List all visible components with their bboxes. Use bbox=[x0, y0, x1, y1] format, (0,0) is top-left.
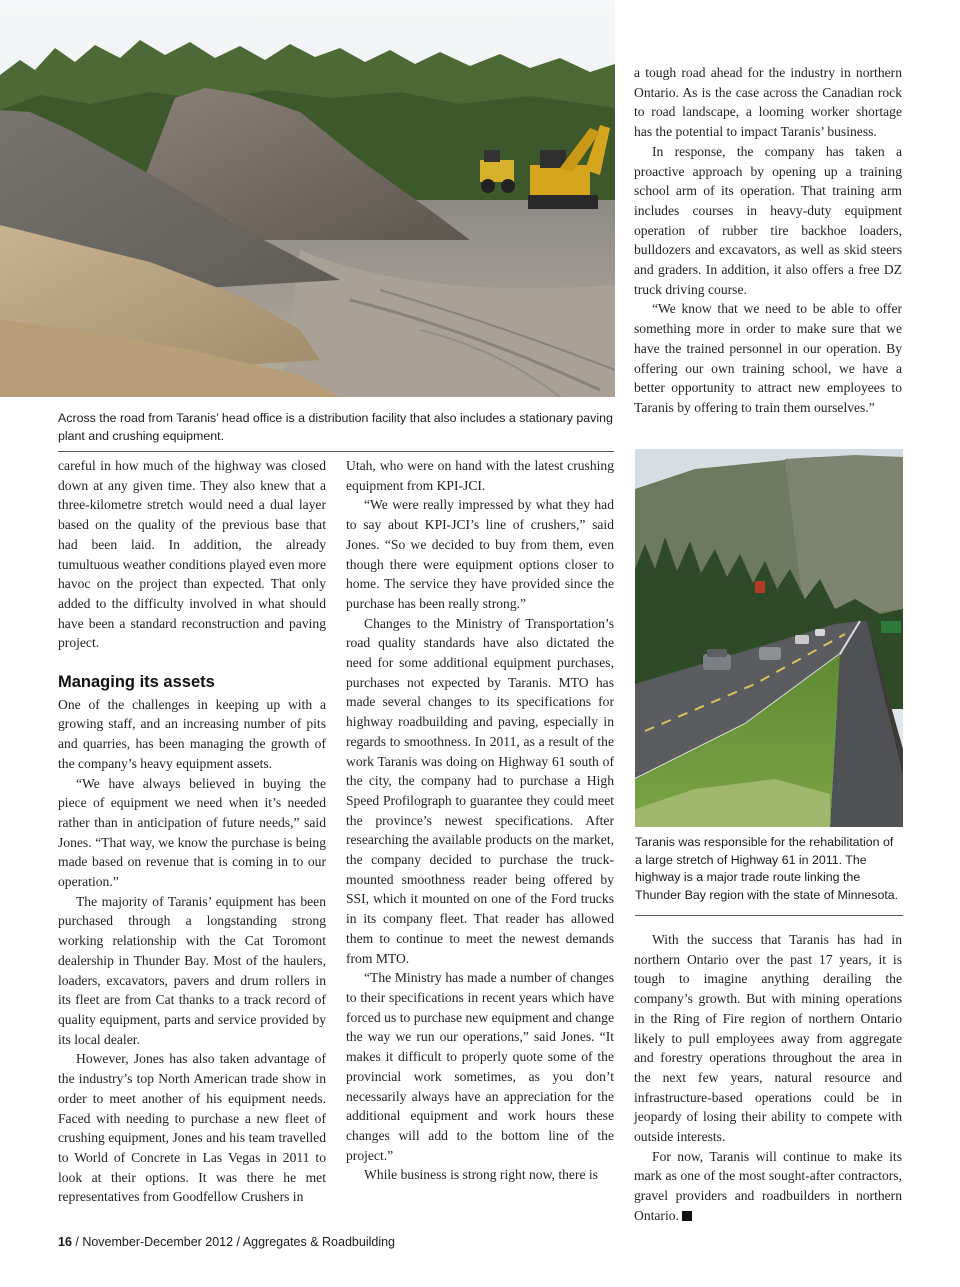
col2-paragraph-5: While business is strong right now, there is bbox=[364, 1167, 598, 1183]
highway-61-photo bbox=[635, 449, 903, 827]
footer-publication: / November-December 2012 / Aggregates & Roadbuilding bbox=[71, 1235, 396, 1249]
highway-photo-caption: Taranis was responsible for the rehabilitation of a large stretch of Highway 61 in 2011. The highway is a major trade route linking the Thunder Bay region with the state of Minnesota. bbox=[635, 835, 899, 902]
col3-paragraph-1: a tough road ahead for the industry in northern Ontario. As is the case across the Canadian rock to road landscape, a looming worker shortage has the potential to impact Taranis’ business. bbox=[634, 65, 902, 140]
col3-paragraph-3: “We know that we need to be able to offer something more in order to make sure that we have the trained personnel in our operation. By offering our own training school, we have a better opportunity to attract new employees to Taranis by offering to train them ourselves.” bbox=[634, 301, 902, 415]
end-of-article-mark bbox=[682, 1211, 692, 1221]
distribution-facility-photo bbox=[0, 0, 615, 397]
caption-divider-left bbox=[58, 451, 614, 452]
col1-paragraph-4: The majority of Taranis’ equipment has been purchased through a longstanding strong working relationship with the Cat Toromont dealership in Thunder Bay. Most of the haulers, loaders, excavators, pavers and drum rollers in its fleet are from Cat thanks to a track record of quality equipment, parts and service provided by its local dealer. bbox=[58, 893, 326, 1047]
col2-paragraph-1: Utah, who were on hand with the latest crushing equipment from KPI-JCI. bbox=[346, 458, 614, 493]
col2-paragraph-4: “The Ministry has made a number of changes to their specifications in recent years which have forced us to purchase new equipment and change the way we run our operations,” said Jones. “It makes it difficult to properly quote some of the provincial work sometimes, as you don’t necessarily always have an appreciation for the additional equipment and work hours these changes will add to the bottom line of the project.” bbox=[346, 970, 614, 1163]
page-number: 16 bbox=[58, 1235, 72, 1249]
col1-paragraph-1: careful in how much of the highway was closed down at any given time. They also knew that a three-kilometre stretch would need a dual layer based on the quality of the previous base that had been laid. In addition, the already tumultuous weather conditions played even more havoc on the project than expected. That only added to the difficulty involved in what should have been a standard reconstruction and paving project. bbox=[58, 458, 326, 651]
column-1 bbox=[58, 456, 326, 1207]
col3-paragraph-5-text: For now, Taranis will continue to make its mark as one of the most sought-after contractors, gravel providers and roadbuilders in northern Ontario. bbox=[634, 1148, 902, 1223]
col1-paragraph-3: “We have always believed in buying the piece of equipment we need when it’s needed rather than in anticipation of future needs,” said Jones. “That way, we know the purchase is being made based on revenue that is coming in to our operation.” bbox=[58, 775, 326, 890]
col3-paragraph-5 bbox=[634, 1147, 902, 1226]
col3-paragraph-2: In response, the company has taken a proactive approach by opening up a training school arm of its operation. That training arm includes courses in heavy-duty equipment operation of rubber tire backhoe loaders, bulldozers and excavators, as well as skid steers and graders. In addition, it also offers a free DZ truck driving course. bbox=[634, 143, 902, 297]
column-3-bottom bbox=[634, 930, 902, 1226]
col2-paragraph-2: “We were really impressed by what they had to say about KPI-JCI’s line of crushers,” said Jones. “So we decided to buy from them, even though there were equipment options closer to home. The service they have provided since the purchase has been really strong.” bbox=[346, 497, 614, 611]
col1-paragraph-2: One of the challenges in keeping up with a growing staff, and an increasing number of pits and quarries, has been managing the growth of the company’s heavy equipment assets. bbox=[58, 696, 326, 771]
col2-paragraph-3: Changes to the Ministry of Transportation’s road quality standards have also dictated the need for some additional equipment purchases, purchases not expected by Taranis. MTO has made several changes to its specifications for highway roadbuilding and paving, especially in regards to smoothness. In 2011, as a result of the work Taranis was doing on Highway 61 south of the city, the company had to purchase a High Speed Profilograph to guarantee they could meet the province’s newest specifications. After researching the available products on the market, the company decided to purchase the truck-mounted smoothness reader being offered by SSI, which it mounted on one of the Ford trucks in its company fleet. That reader has allowed them to continue to meet the newest demands from MTO. bbox=[346, 615, 614, 966]
highway-illustration bbox=[635, 449, 903, 827]
top-photo-caption: Across the road from Taranis’ head office is a distribution facility that also includes a stationary paving plant and crushing equipment. bbox=[58, 411, 613, 443]
col1-paragraph-5: However, Jones has also taken advantage of the industry’s top North American trade show in order to meet another of his equipment needs. Faced with needing to purchase a new fleet of crushing equipment, Jones and his team travelled to World of Concrete in Las Vegas in 2011 to look at their options. It was there he met representatives from Goodfellow Crushers in bbox=[58, 1051, 326, 1205]
page-footer bbox=[58, 1235, 395, 1249]
distribution-facility-illustration bbox=[0, 0, 615, 397]
section-heading: Managing its assets bbox=[58, 673, 215, 692]
caption-divider-right bbox=[635, 915, 903, 916]
column-2 bbox=[346, 456, 614, 1185]
col3-paragraph-4: With the success that Taranis has had in northern Ontario over the past 17 years, it is tough to imagine anything derailing the company’s growth. But with mining operations in the Ring of Fire region of northern Ontario likely to pull employees away from aggregate and forestry operations throughout the area in the next few years, natural resource and infrastructure-based operations could be in jeopardy of losing their ability to compete with outside interests. bbox=[634, 932, 902, 1145]
column-3-top bbox=[634, 63, 902, 418]
